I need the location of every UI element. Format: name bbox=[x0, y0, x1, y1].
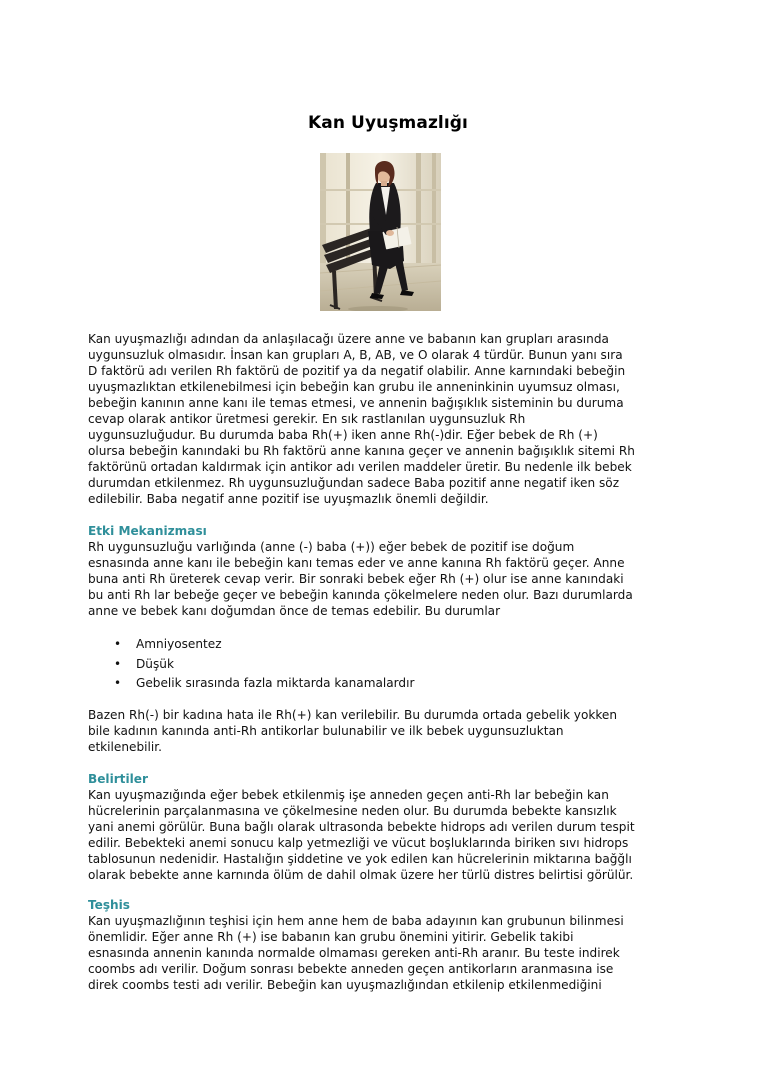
list-item: • Amniyosentez bbox=[114, 637, 222, 651]
mechanism-paragraph: Rh uygunsuzluğu varlığında (anne (-) baba (+)) eğer bebek de pozitif ise doğum esnasında anne kanı ile bebeğin kanı temas eder ve anne kanına Rh faktörü geçer. Anne buna anti Rh üreterek cevap verir. Bir sonraki bebek eğer Rh (+) olur ise anne kanındaki bu anti Rh lar bebeğe geçer ve bebeğin kanında çökelmelere neden olur. Bazı durumlarda anne ve bebek kanı doğumdan önce de temas edebilir. Bu durumlar bbox=[88, 540, 633, 619]
section-heading-diagnosis: Teşhis bbox=[88, 898, 130, 912]
bullet-icon: • bbox=[114, 637, 122, 651]
list-item: • Gebelik sırasında fazla miktarda kanamalardır bbox=[114, 676, 415, 690]
diagnosis-paragraph: Kan uyuşmazlığının teşhisi için hem anne hem de baba adayının kan grubunun bilinmesi önemlidir. Eğer anne Rh (+) ise babanın kan grubu önemini yitirir. Gebelik takibi esnasında annenin kanında normalde olmaması gereken anti-Rh aranır. Bu teste indirek coombs adı verilir. Doğum sonrası bebekte anneden geçen antikorların aranmasına ise direk coombs testi adı verilir. Bebeğin kan uyuşmazlığından etkilenip etkilenmediğini bbox=[88, 914, 624, 993]
bullet-icon: • bbox=[114, 676, 122, 690]
list-item: • Düşük bbox=[114, 656, 174, 671]
intro-paragraph: Kan uyuşmazlığı adından da anlaşılacağı üzere anne ve babanın kan grupları arasında uygunsuzluk olmasıdır. İnsan kan grupları A, B, AB, ve O olarak 4 türdür. Bunun yanı sıra D faktörü adı verilen Rh faktörü de pozitif ya da negatif olabilir. Anne karnındaki bebeğin uyuşmazlıktan etkilenebilmesi için bebeğin kan grubu ile anneninkinin uyumsuz olması, bebeğin kanının anne kanı ile temas etmesi, ve annenin bağışıklık sisteminin bu duruma cevap olarak antikor üretmesi gerekir. En sık rastlanılan uygunsuzluk Rh uygunsuzluğudur. Bu durumda baba Rh(+) iken anne Rh(-)dir. Eğer bebek de Rh (+) olursa bebeğin kanındaki bu Rh faktörü anne kanına geçer ve annenin bağışıklık sitemi Rh faktörünü ortadan kaldırmak için antikor adı verilen maddeler üretir. Bu nedenle ilk bebek durumdan etkilenmez. Rh uygunsuzluğundan sadece Baba pozitif anne negatif iken söz edilebilir. Baba negatif anne pozitif ise uyuşmazlık önemli değildir. bbox=[88, 332, 635, 507]
mechanism-note-paragraph: Bazen Rh(-) bir kadına hata ile Rh(+) kan verilebilir. Bu durumda ortada gebelik yokken bile kadının kanında anti-Rh antikorlar bulunabilir ve ilk bebek uygunsuzluktan etkilenebilir. bbox=[88, 708, 618, 755]
section-heading-mechanism: Etki Mekanizması bbox=[88, 524, 207, 538]
bullet-icon: • bbox=[114, 656, 122, 671]
woman-reading-photo bbox=[320, 153, 441, 311]
page-title: Kan Uyuşmazlığı bbox=[307, 113, 468, 133]
section-heading-symptoms: Belirtiler bbox=[88, 772, 148, 786]
symptoms-paragraph: Kan uyuşmazığında eğer bebek etkilenmiş işe anneden geçen anti-Rh lar bebeğin kan hücrelerinin parçalanmasına ve çökelmesine neden olur. Bu durumda bebekte kansızlık yani anemi görülür. Buna bağlı olarak ultrasonda bebekte hidrops adı verilen durum tespit edilir. Bebekteki anemi sonucu kalp yetmezliği ve vücut boşluklarında biriken sıvı hidrops tablosunun nedenidir. Hastalığın şiddetine ve yok edilen kan hücrelerinin miktarına bağğlı olarak bebekte anne karnında ölüm de dahil olmak üzere her türlü distres belirtisi görülür. bbox=[88, 788, 635, 883]
conditions-list bbox=[88, 636, 688, 695]
